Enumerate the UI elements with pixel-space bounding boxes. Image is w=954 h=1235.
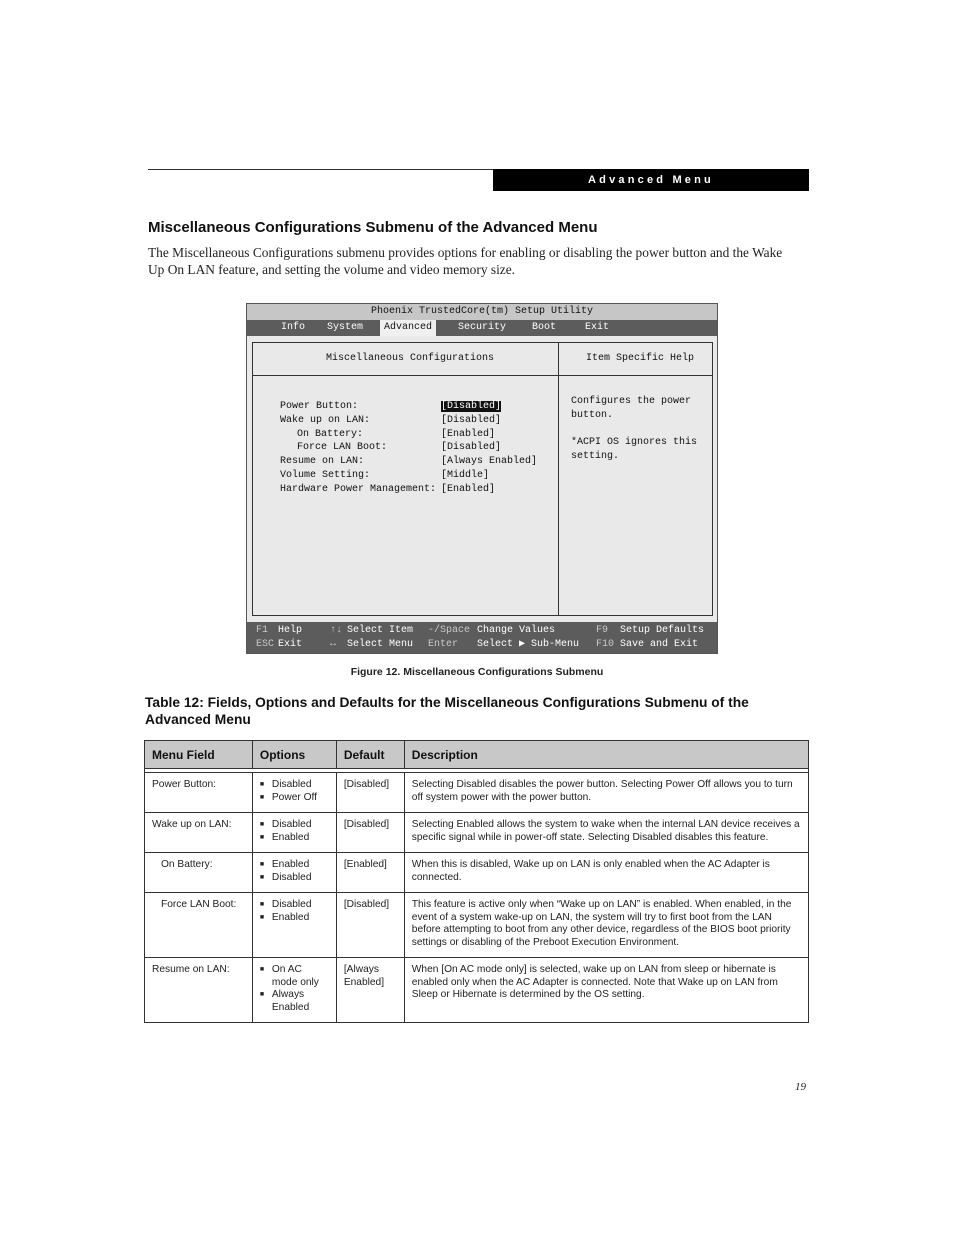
section-title: Miscellaneous Configurations Submenu of the Advanced Menu <box>148 219 598 236</box>
cell-default: [Disabled] <box>336 893 404 958</box>
cell-field: On Battery: <box>145 853 253 893</box>
bios-help-text: setting. <box>571 451 620 462</box>
key-f10: F10 <box>596 639 615 650</box>
header-menu-field: Menu Field <box>145 741 253 769</box>
option-item: ■ Disabled <box>260 819 329 832</box>
bios-tab-advanced: Advanced <box>380 320 436 336</box>
cell-options <box>252 853 336 893</box>
option-item: ■ Enabled <box>260 859 329 872</box>
page-number: 19 <box>795 1081 806 1093</box>
bios-item-value: [Disabled] <box>441 415 502 426</box>
key-enter-label: Select ▶ Sub-Menu <box>477 639 580 650</box>
cell-field: Force LAN Boot: <box>145 893 253 958</box>
header-description: Description <box>404 741 808 769</box>
table-row <box>145 813 809 853</box>
left-right-arrows-icon: ↔ <box>330 639 337 650</box>
cell-field: Power Button: <box>145 773 253 813</box>
bios-help-title: Item Specific Help <box>586 353 695 364</box>
option-item: ■ Enabled <box>260 832 329 845</box>
cell-description: Selecting Disabled disables the power button. Selecting Power Off allows you to turn off system power with the power button. <box>404 773 808 813</box>
bios-item-value: [Disabled] <box>441 401 502 412</box>
option-item: ■ Always Enabled <box>260 989 329 1014</box>
bios-screenshot <box>246 303 718 654</box>
options-table <box>144 740 809 1023</box>
bios-item-value: [Middle] <box>441 470 490 481</box>
bios-item-value: [Disabled] <box>441 442 502 453</box>
intro-paragraph: The Miscellaneous Configurations submenu provides options for enabling or disabling the power button and the Wake Up On LAN feature, and setting the volume and video memory size. <box>148 245 783 277</box>
bios-tab-system: System <box>327 322 364 333</box>
key-f1-label: Help <box>278 625 303 636</box>
bios-footer <box>247 622 717 653</box>
key-minus-space: -/Space <box>428 625 471 636</box>
bios-tab-security: Security <box>458 322 507 333</box>
bios-help-text: button. <box>571 410 614 421</box>
cell-field: Resume on LAN: <box>145 958 253 1023</box>
bios-item-label: Resume on LAN: <box>280 456 365 467</box>
cell-default: [Enabled] <box>336 853 404 893</box>
option-item: ■ Disabled <box>260 779 329 792</box>
bios-item-label: Power Button: <box>280 401 359 412</box>
bios-help-text: Configures the power <box>571 396 692 407</box>
table-row <box>145 853 809 893</box>
table-row <box>145 893 809 958</box>
bios-tab-bar <box>247 320 717 336</box>
figure-caption: Figure 12. Miscellaneous Configurations Submenu <box>350 666 604 678</box>
bios-item-label: On Battery: <box>297 429 364 440</box>
option-item: ■ Enabled <box>260 912 329 925</box>
bios-item-label: Hardware Power Management: <box>280 484 437 495</box>
bios-main-panel <box>252 342 713 616</box>
bios-item-value: [Enabled] <box>441 429 496 440</box>
table-row <box>145 958 809 1023</box>
header-options: Options <box>252 741 336 769</box>
key-f9-label: Setup Defaults <box>620 625 705 636</box>
cell-default: [Disabled] <box>336 773 404 813</box>
key-f1: F1 <box>256 625 269 636</box>
bios-tab-exit: Exit <box>585 322 610 333</box>
cell-description: When this is disabled, Wake up on LAN is only enabled when the AC Adapter is connected. <box>404 853 808 893</box>
running-header: Advanced Menu <box>493 169 809 191</box>
cell-default: [Always Enabled] <box>336 958 404 1023</box>
cell-options <box>252 958 336 1023</box>
bios-item-value: [Always Enabled] <box>441 456 538 467</box>
key-leftright-label: Select Menu <box>347 639 414 650</box>
up-down-arrows-icon: ↑↓ <box>330 625 343 636</box>
key-minus-label: Change Values <box>477 625 556 636</box>
key-f10-label: Save and Exit <box>620 639 699 650</box>
bios-item-value: [Enabled] <box>441 484 496 495</box>
table-title: Table 12: Fields, Options and Defaults for the Miscellaneous Configurations Submenu of the Advanced Menu <box>145 695 749 727</box>
key-esc: ESC <box>256 639 275 650</box>
header-default: Default <box>336 741 404 769</box>
cell-description: Selecting Enabled allows the system to wake when the internal LAN device receives a specific signal while in power-off state. Selecting Disabled disables this feature. <box>404 813 808 853</box>
cell-options <box>252 773 336 813</box>
cell-description: This feature is active only when “Wake up on LAN” is enabled. When enabled, in the event of a system wake-up on LAN, the system will try to first boot from the LAN before attempting to boot from any other device, regardless of the BIOS boot priority settings or disabling of the Preboot Execution Environment. <box>404 893 808 958</box>
option-item: ■ Power Off <box>260 792 329 805</box>
cell-default: [Disabled] <box>336 813 404 853</box>
bios-panel-title: Miscellaneous Configurations <box>326 353 495 364</box>
cell-field: Wake up on LAN: <box>145 813 253 853</box>
bios-item-label: Volume Setting: <box>280 470 371 481</box>
key-esc-label: Exit <box>278 639 303 650</box>
bios-item-label: Wake up on LAN: <box>280 415 371 426</box>
bios-title: Phoenix TrustedCore(tm) Setup Utility <box>247 304 717 320</box>
header-rule <box>148 169 493 170</box>
cell-description: When [On AC mode only] is selected, wake up on LAN from sleep or hibernate is enabled only when the AC Adapter is connected. Note that Wake up on LAN from Sleep or Hibernate is determined by the OS setting. <box>404 958 808 1023</box>
table-header-row <box>145 741 809 769</box>
option-item: ■ Disabled <box>260 872 329 885</box>
panel-header-divider <box>253 375 712 376</box>
bios-item-label: Force LAN Boot: <box>297 442 388 453</box>
option-item: ■ Disabled <box>260 899 329 912</box>
key-enter: Enter <box>428 639 459 650</box>
panel-vertical-divider <box>558 343 559 615</box>
table-row <box>145 773 809 813</box>
bios-tab-boot: Boot <box>532 322 557 333</box>
cell-options <box>252 813 336 853</box>
key-updown-label: Select Item <box>347 625 414 636</box>
bios-help-text: *ACPI OS ignores this <box>571 437 698 448</box>
cell-options <box>252 893 336 958</box>
option-item: ■ On AC mode only <box>260 964 329 989</box>
key-f9: F9 <box>596 625 609 636</box>
bios-tab-info: Info <box>281 322 306 333</box>
